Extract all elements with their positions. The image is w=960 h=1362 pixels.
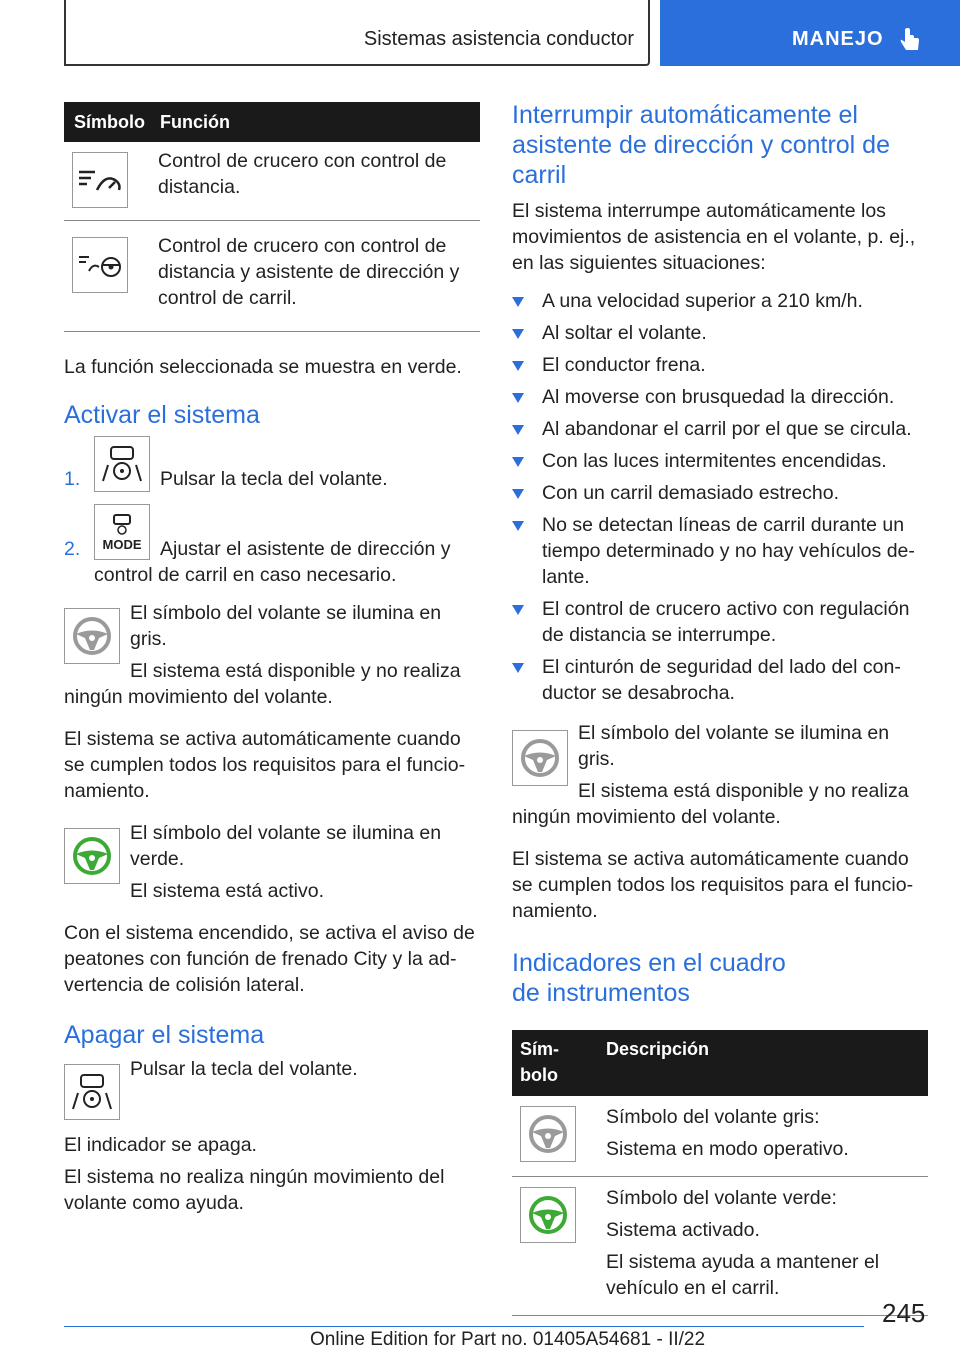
steering-wheel-gray-icon xyxy=(64,608,120,664)
col-function-header: Función xyxy=(160,111,230,132)
list-item: No se detectan líneas de carril durante un tiempo determinado y no hay vehículos delante. xyxy=(512,512,928,590)
step-text: Ajustar el asistente de dirección y control de carril en caso necesario. xyxy=(94,538,451,586)
list-item: El cinturón de seguridad del lado del conductor se desabrocha. xyxy=(512,654,928,706)
cruise-distance-icon xyxy=(72,152,128,208)
description-line: Símbolo del volante verde: xyxy=(606,1187,837,1209)
function-text: Control de crucero con control de distancia y asistente de dirección y control de carril. xyxy=(158,235,460,309)
list-item: Al soltar el volante. xyxy=(512,320,928,346)
green-symbol-text: El símbolo del volante se ilumina en verde. xyxy=(130,822,442,870)
heading-deactivate: Apagar el sistema xyxy=(64,1021,265,1049)
auto-activate-text: El sistema se activa automáticamente cuando se cumplen todos los requisitos para el funcionamiento. xyxy=(64,728,466,802)
list-item: Al abandonar el carril por el que se circula. xyxy=(512,416,928,442)
table-row xyxy=(64,142,480,221)
description-line: Sistema activado. xyxy=(606,1219,760,1241)
gray-symbol-block xyxy=(64,600,480,710)
table-header xyxy=(64,102,480,142)
steering-wheel-gray-icon xyxy=(520,1106,576,1162)
selection-note: La función seleccionada se muestra en verde. xyxy=(64,356,462,378)
list-item: Con las luces intermitentes encendidas. xyxy=(512,448,928,474)
step-2 xyxy=(64,504,480,588)
list-item: Al moverse con brusquedad la dirección. xyxy=(512,384,928,410)
chapter-tab[interactable] xyxy=(660,0,960,66)
interrupt-intro: El sistema interrumpe automáticamente los movimientos de asistencia en el volante, p. ej., en las siguientes situaciones: xyxy=(512,200,916,274)
gray-symbol-text-2: El sistema está disponible y no realiza ningún movimiento del volante. xyxy=(512,780,909,828)
col-symbol-header: Símbolo xyxy=(74,111,145,132)
page-number: 245 xyxy=(882,1298,926,1328)
gray-symbol-text: El símbolo del volante se ilumina en gris. xyxy=(130,602,442,650)
steering-wheel-green-icon xyxy=(64,828,120,884)
list-item: A una velocidad superior a 210 km/h. xyxy=(512,288,928,314)
hand-pointer-icon xyxy=(896,26,924,54)
description-line: Símbolo del volante gris: xyxy=(606,1106,820,1128)
svg-text:MODE: MODE xyxy=(102,537,142,552)
description-line: Sistema en modo operativo. xyxy=(606,1138,849,1160)
gray-symbol-block xyxy=(512,720,928,830)
list-item: El conductor frena. xyxy=(512,352,928,378)
heading-activate: Activar el sistema xyxy=(64,401,260,429)
right-column xyxy=(512,100,928,1316)
description-line: El sistema ayuda a mantener el vehículo en el carril. xyxy=(606,1251,880,1299)
no-movement-text: El sistema no realiza ningún movimiento del volante como ayuda. xyxy=(64,1166,445,1214)
heading-indicators: Indicadores en el cuadro de instrumentos xyxy=(512,949,786,1007)
table-header xyxy=(512,1030,928,1096)
step-text: Pulsar la tecla del volante. xyxy=(160,468,388,490)
indicator-off-text: El indicador se apaga. xyxy=(64,1134,257,1156)
function-text: Control de crucero con control de distancia. xyxy=(158,150,447,198)
step-1 xyxy=(64,436,480,498)
gray-symbol-text: El símbolo del volante se ilumina en gris. xyxy=(578,722,890,770)
cruise-steering-icon xyxy=(72,237,128,293)
green-symbol-text-2: El sistema está activo. xyxy=(130,880,324,902)
interrupt-list xyxy=(512,288,928,706)
col-description-header: Descripción xyxy=(606,1039,710,1059)
section-title: Sistemas asistencia conductor xyxy=(363,28,634,50)
table-row xyxy=(512,1096,928,1177)
left-column xyxy=(64,102,480,1216)
green-symbol-block xyxy=(64,820,480,904)
list-item: El control de crucero activo con regulación de distancia se interrumpe. xyxy=(512,596,928,648)
steering-assist-button-icon xyxy=(64,1064,120,1120)
gray-symbol-text-2: El sistema está disponible y no realiza ningún movimiento del volante. xyxy=(64,660,461,708)
table-row xyxy=(512,1177,928,1316)
mode-button-icon[interactable] xyxy=(94,504,150,560)
col-symbol-header: Símbolo xyxy=(520,1039,560,1085)
chapter-title: MANEJO xyxy=(792,28,884,50)
list-item: Con un carril demasiado estrecho. xyxy=(512,480,928,506)
steering-wheel-green-icon xyxy=(520,1187,576,1243)
function-table xyxy=(64,102,480,332)
step-number: 2. xyxy=(64,538,81,560)
table-row xyxy=(64,221,480,332)
edition-footer: Online Edition for Part no. 01405A54681 - II/22 xyxy=(310,1329,706,1350)
auto-activate-text: El sistema se activa automáticamente cuando se cumplen todos los requisitos para el funcionamiento. xyxy=(512,848,914,922)
pedestrian-warning-text: Con el sistema encendido, se activa el aviso de peatones con función de frenado City y la advertencia de colisión lateral. xyxy=(64,922,475,996)
step-number: 1. xyxy=(64,468,81,490)
heading-interrupt: Interrumpir automáticamente el asistente de dirección y control de carril xyxy=(512,101,890,189)
section-header xyxy=(64,0,650,66)
deactivate-block xyxy=(64,1056,480,1118)
footer-divider xyxy=(64,1326,864,1327)
indicator-table xyxy=(512,1030,928,1316)
steering-assist-button-icon xyxy=(94,436,150,492)
deactivate-text: Pulsar la tecla del volante. xyxy=(130,1058,358,1080)
steering-wheel-gray-icon xyxy=(512,730,568,786)
